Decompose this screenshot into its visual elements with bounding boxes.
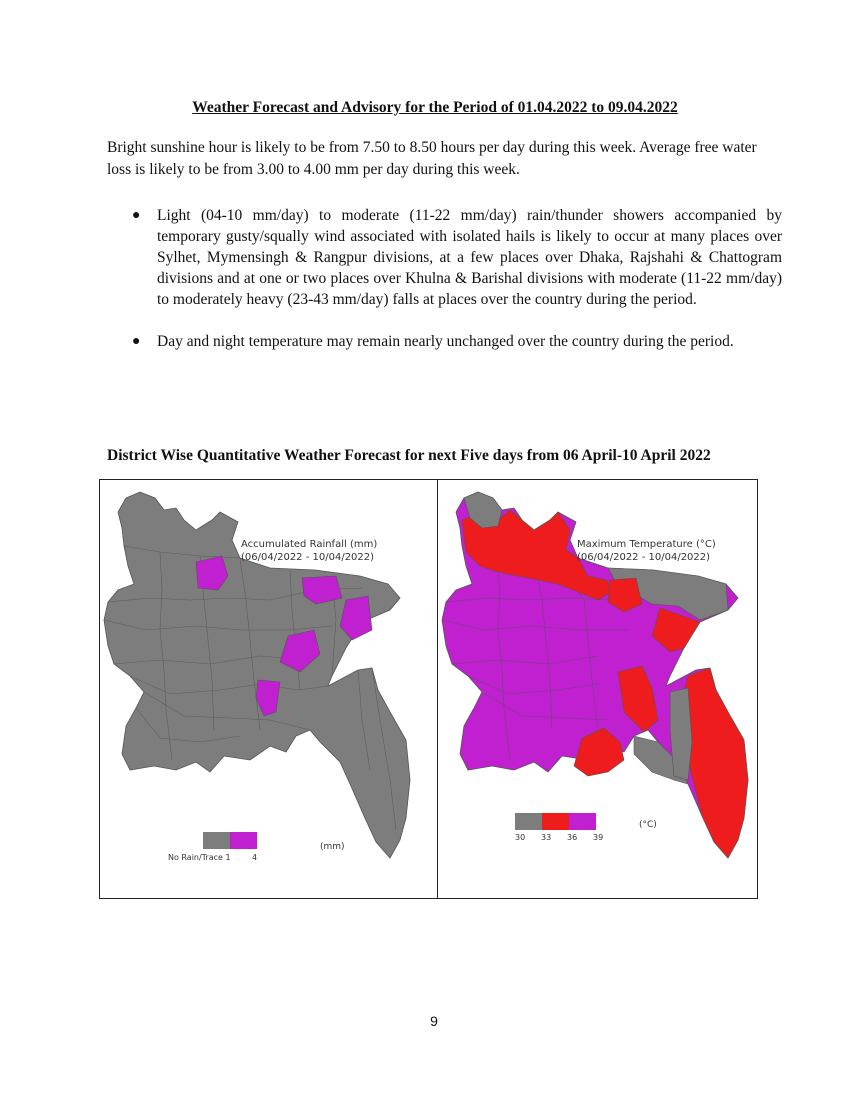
page-number: 9 <box>430 1013 438 1029</box>
rainfall-title-line2: (06/04/2022 - 10/04/2022) <box>241 552 375 563</box>
rainfall-map-panel <box>100 480 438 898</box>
legend-tick-39: 39 <box>593 833 604 842</box>
bullet-icon: ● <box>132 334 141 349</box>
bullet-icon: ● <box>132 208 141 223</box>
list-item <box>130 205 782 310</box>
intro-paragraph: Bright sunshine hour is likely to be from 7.50 to 8.50 hours per day during this week. Average free water loss is likely to be from 3.00 to 4.00 mm per day during this week. <box>107 139 757 178</box>
temperature-map-panel <box>438 480 757 898</box>
list-item <box>130 331 782 352</box>
bullet-text: Day and night temperature may remain nearly unchanged over the country during the period. <box>157 333 734 350</box>
legend-swatch-33-36 <box>542 813 569 830</box>
legend-swatch-no-rain <box>203 832 230 849</box>
legend-swatch-30-33 <box>515 813 542 830</box>
rainfall-unit-label: (mm) <box>320 842 345 852</box>
legend-swatch-36-39 <box>569 813 596 830</box>
temperature-unit-label: (°C) <box>639 820 657 830</box>
rainfall-legend-right-label: 4 <box>252 853 258 862</box>
legend-tick-36: 36 <box>567 833 578 842</box>
temperature-map-title <box>577 538 716 564</box>
legend-tick-33: 33 <box>541 833 552 842</box>
district-forecast-heading: District Wise Quantitative Weather Forecast for next Five days from 06 April-10 April 2022 <box>107 447 711 464</box>
legend-swatch-rain <box>230 832 257 849</box>
legend-tick-30: 30 <box>515 833 526 842</box>
advisory-list <box>130 205 782 352</box>
bullet-text: Light (04-10 mm/day) to moderate (11-22 mm/day) rain/thunder showers accompanied by temporary gusty/squally wind associated with isolated hails is likely to occur at many places over Sylhet, Mymensingh & Rangpur divisions, at a few places over Dhaka, Rajshahi & Chattogram divisions and at one or two places over Khulna & Barishal divisions with moderate (11-22 mm/day) to moderately heavy (23-43 mm/day) falls at places over the country during the period. <box>157 207 782 308</box>
forecast-maps-table <box>99 479 758 899</box>
rainfall-legend-left-label: No Rain/Trace 1 <box>168 853 231 862</box>
rainfall-title-line1: Accumulated Rainfall (mm) <box>241 539 378 550</box>
forecast-title: Weather Forecast and Advisory for the Period of 01.04.2022 to 09.04.2022 <box>192 99 678 116</box>
rainfall-map-title <box>241 538 377 564</box>
temperature-legend <box>515 813 596 830</box>
temperature-title-line1: Maximum Temperature (°C) <box>577 539 716 550</box>
rainfall-legend <box>203 832 257 849</box>
temperature-title-line2: (06/04/2022 - 10/04/2022) <box>577 552 711 563</box>
